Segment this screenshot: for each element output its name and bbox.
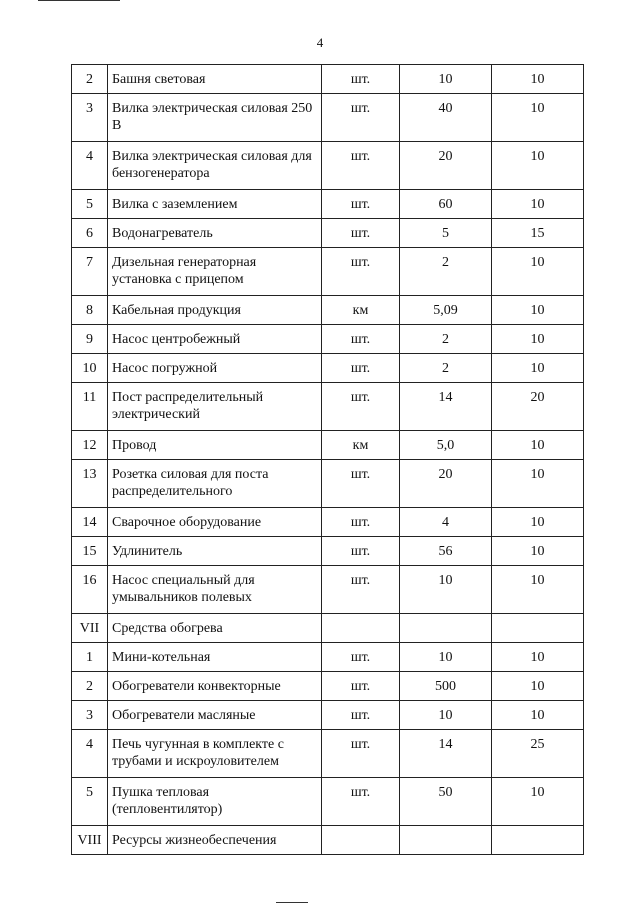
- item-name-cell: Мини-котельная: [108, 643, 322, 672]
- row-number-cell: 12: [72, 431, 108, 460]
- table-row: [72, 701, 584, 730]
- table-row: [72, 248, 584, 296]
- item-name-cell: Кабельная продукция: [108, 296, 322, 325]
- quantity-cell: 60: [400, 190, 492, 219]
- item-name-cell: Вилка электрическая силовая 250 В: [108, 94, 322, 142]
- quantity-cell: 14: [400, 730, 492, 778]
- table-row: [72, 643, 584, 672]
- unit-cell: шт.: [322, 94, 400, 142]
- row-number-cell: 16: [72, 566, 108, 614]
- table-row: [72, 219, 584, 248]
- item-name-cell: Насос погружной: [108, 354, 322, 383]
- unit-cell: шт.: [322, 219, 400, 248]
- item-name-cell: Обогреватели масляные: [108, 701, 322, 730]
- quantity-cell: 40: [400, 94, 492, 142]
- quantity-cell: 14: [400, 383, 492, 431]
- unit-cell: шт.: [322, 248, 400, 296]
- table-row: [72, 190, 584, 219]
- table-row: [72, 508, 584, 537]
- row-number-cell: 9: [72, 325, 108, 354]
- row-number-cell: VII: [72, 614, 108, 643]
- percent-cell: 10: [492, 701, 584, 730]
- row-number-cell: 2: [72, 672, 108, 701]
- quantity-cell: 20: [400, 460, 492, 508]
- percent-cell: 15: [492, 219, 584, 248]
- table-row: [72, 566, 584, 614]
- percent-cell: [492, 614, 584, 643]
- percent-cell: 10: [492, 778, 584, 826]
- bottom-rule: [276, 902, 308, 903]
- item-name-cell: Розетка силовая для поста распределительного: [108, 460, 322, 508]
- page-number: 4: [316, 35, 324, 50]
- table-row: [72, 142, 584, 190]
- percent-cell: 10: [492, 643, 584, 672]
- percent-cell: [492, 826, 584, 855]
- table-row: [72, 65, 584, 94]
- table-row: [72, 614, 584, 643]
- table-row: [72, 383, 584, 431]
- quantity-cell: 50: [400, 778, 492, 826]
- quantity-cell: 5,09: [400, 296, 492, 325]
- quantity-cell: 2: [400, 354, 492, 383]
- resources-table-body: [72, 65, 584, 855]
- unit-cell: шт.: [322, 460, 400, 508]
- unit-cell: км: [322, 431, 400, 460]
- quantity-cell: 10: [400, 65, 492, 94]
- row-number-cell: 14: [72, 508, 108, 537]
- row-number-cell: 5: [72, 190, 108, 219]
- unit-cell: шт.: [322, 730, 400, 778]
- quantity-cell: 10: [400, 566, 492, 614]
- percent-cell: 10: [492, 94, 584, 142]
- percent-cell: 10: [492, 296, 584, 325]
- quantity-cell: [400, 826, 492, 855]
- table-row: [72, 537, 584, 566]
- percent-cell: 10: [492, 508, 584, 537]
- quantity-cell: 10: [400, 701, 492, 730]
- top-rule: [38, 0, 120, 1]
- item-name-cell: Удлинитель: [108, 537, 322, 566]
- percent-cell: 10: [492, 566, 584, 614]
- unit-cell: шт.: [322, 325, 400, 354]
- percent-cell: 10: [492, 431, 584, 460]
- quantity-cell: [400, 614, 492, 643]
- unit-cell: шт.: [322, 190, 400, 219]
- table-row: [72, 431, 584, 460]
- unit-cell: шт.: [322, 701, 400, 730]
- table-row: [72, 296, 584, 325]
- percent-cell: 10: [492, 460, 584, 508]
- item-name-cell: Вилка электрическая силовая для бензогенератора: [108, 142, 322, 190]
- table-row: [72, 94, 584, 142]
- quantity-cell: 5,0: [400, 431, 492, 460]
- unit-cell: шт.: [322, 508, 400, 537]
- table-row: [72, 826, 584, 855]
- quantity-cell: 5: [400, 219, 492, 248]
- table-row: [72, 325, 584, 354]
- quantity-cell: 2: [400, 248, 492, 296]
- row-number-cell: 13: [72, 460, 108, 508]
- percent-cell: 10: [492, 672, 584, 701]
- quantity-cell: 500: [400, 672, 492, 701]
- unit-cell: [322, 826, 400, 855]
- table-row: [72, 672, 584, 701]
- row-number-cell: 4: [72, 730, 108, 778]
- quantity-cell: 2: [400, 325, 492, 354]
- unit-cell: шт.: [322, 537, 400, 566]
- item-name-cell: Печь чугунная в комплекте с трубами и искроуловителем: [108, 730, 322, 778]
- unit-cell: шт.: [322, 778, 400, 826]
- unit-cell: шт.: [322, 643, 400, 672]
- unit-cell: км: [322, 296, 400, 325]
- item-name-cell: Башня световая: [108, 65, 322, 94]
- quantity-cell: 10: [400, 643, 492, 672]
- percent-cell: 20: [492, 383, 584, 431]
- percent-cell: 10: [492, 65, 584, 94]
- item-name-cell: Сварочное оборудование: [108, 508, 322, 537]
- percent-cell: 10: [492, 354, 584, 383]
- row-number-cell: 3: [72, 94, 108, 142]
- table-row: [72, 778, 584, 826]
- table-row: [72, 730, 584, 778]
- item-name-cell: Насос центробежный: [108, 325, 322, 354]
- row-number-cell: 11: [72, 383, 108, 431]
- row-number-cell: VIII: [72, 826, 108, 855]
- row-number-cell: 1: [72, 643, 108, 672]
- unit-cell: шт.: [322, 672, 400, 701]
- table-row: [72, 460, 584, 508]
- percent-cell: 10: [492, 325, 584, 354]
- row-number-cell: 6: [72, 219, 108, 248]
- unit-cell: шт.: [322, 65, 400, 94]
- row-number-cell: 8: [72, 296, 108, 325]
- unit-cell: шт.: [322, 566, 400, 614]
- item-name-cell: Пост распределительный электрический: [108, 383, 322, 431]
- row-number-cell: 7: [72, 248, 108, 296]
- percent-cell: 10: [492, 537, 584, 566]
- unit-cell: шт.: [322, 142, 400, 190]
- item-name-cell: Насос специальный для умывальников полевых: [108, 566, 322, 614]
- item-name-cell: Ресурсы жизнеобеспечения: [108, 826, 322, 855]
- percent-cell: 10: [492, 190, 584, 219]
- resources-table: [71, 64, 584, 855]
- item-name-cell: Пушка тепловая (тепловентилятор): [108, 778, 322, 826]
- quantity-cell: 56: [400, 537, 492, 566]
- unit-cell: шт.: [322, 383, 400, 431]
- percent-cell: 10: [492, 248, 584, 296]
- row-number-cell: 2: [72, 65, 108, 94]
- item-name-cell: Водонагреватель: [108, 219, 322, 248]
- item-name-cell: Дизельная генераторная установка с прицепом: [108, 248, 322, 296]
- percent-cell: 10: [492, 142, 584, 190]
- quantity-cell: 20: [400, 142, 492, 190]
- table-row: [72, 354, 584, 383]
- row-number-cell: 5: [72, 778, 108, 826]
- row-number-cell: 15: [72, 537, 108, 566]
- row-number-cell: 3: [72, 701, 108, 730]
- quantity-cell: 4: [400, 508, 492, 537]
- item-name-cell: Средства обогрева: [108, 614, 322, 643]
- row-number-cell: 4: [72, 142, 108, 190]
- unit-cell: [322, 614, 400, 643]
- unit-cell: шт.: [322, 354, 400, 383]
- item-name-cell: Обогреватели конвекторные: [108, 672, 322, 701]
- item-name-cell: Провод: [108, 431, 322, 460]
- percent-cell: 25: [492, 730, 584, 778]
- row-number-cell: 10: [72, 354, 108, 383]
- item-name-cell: Вилка с заземлением: [108, 190, 322, 219]
